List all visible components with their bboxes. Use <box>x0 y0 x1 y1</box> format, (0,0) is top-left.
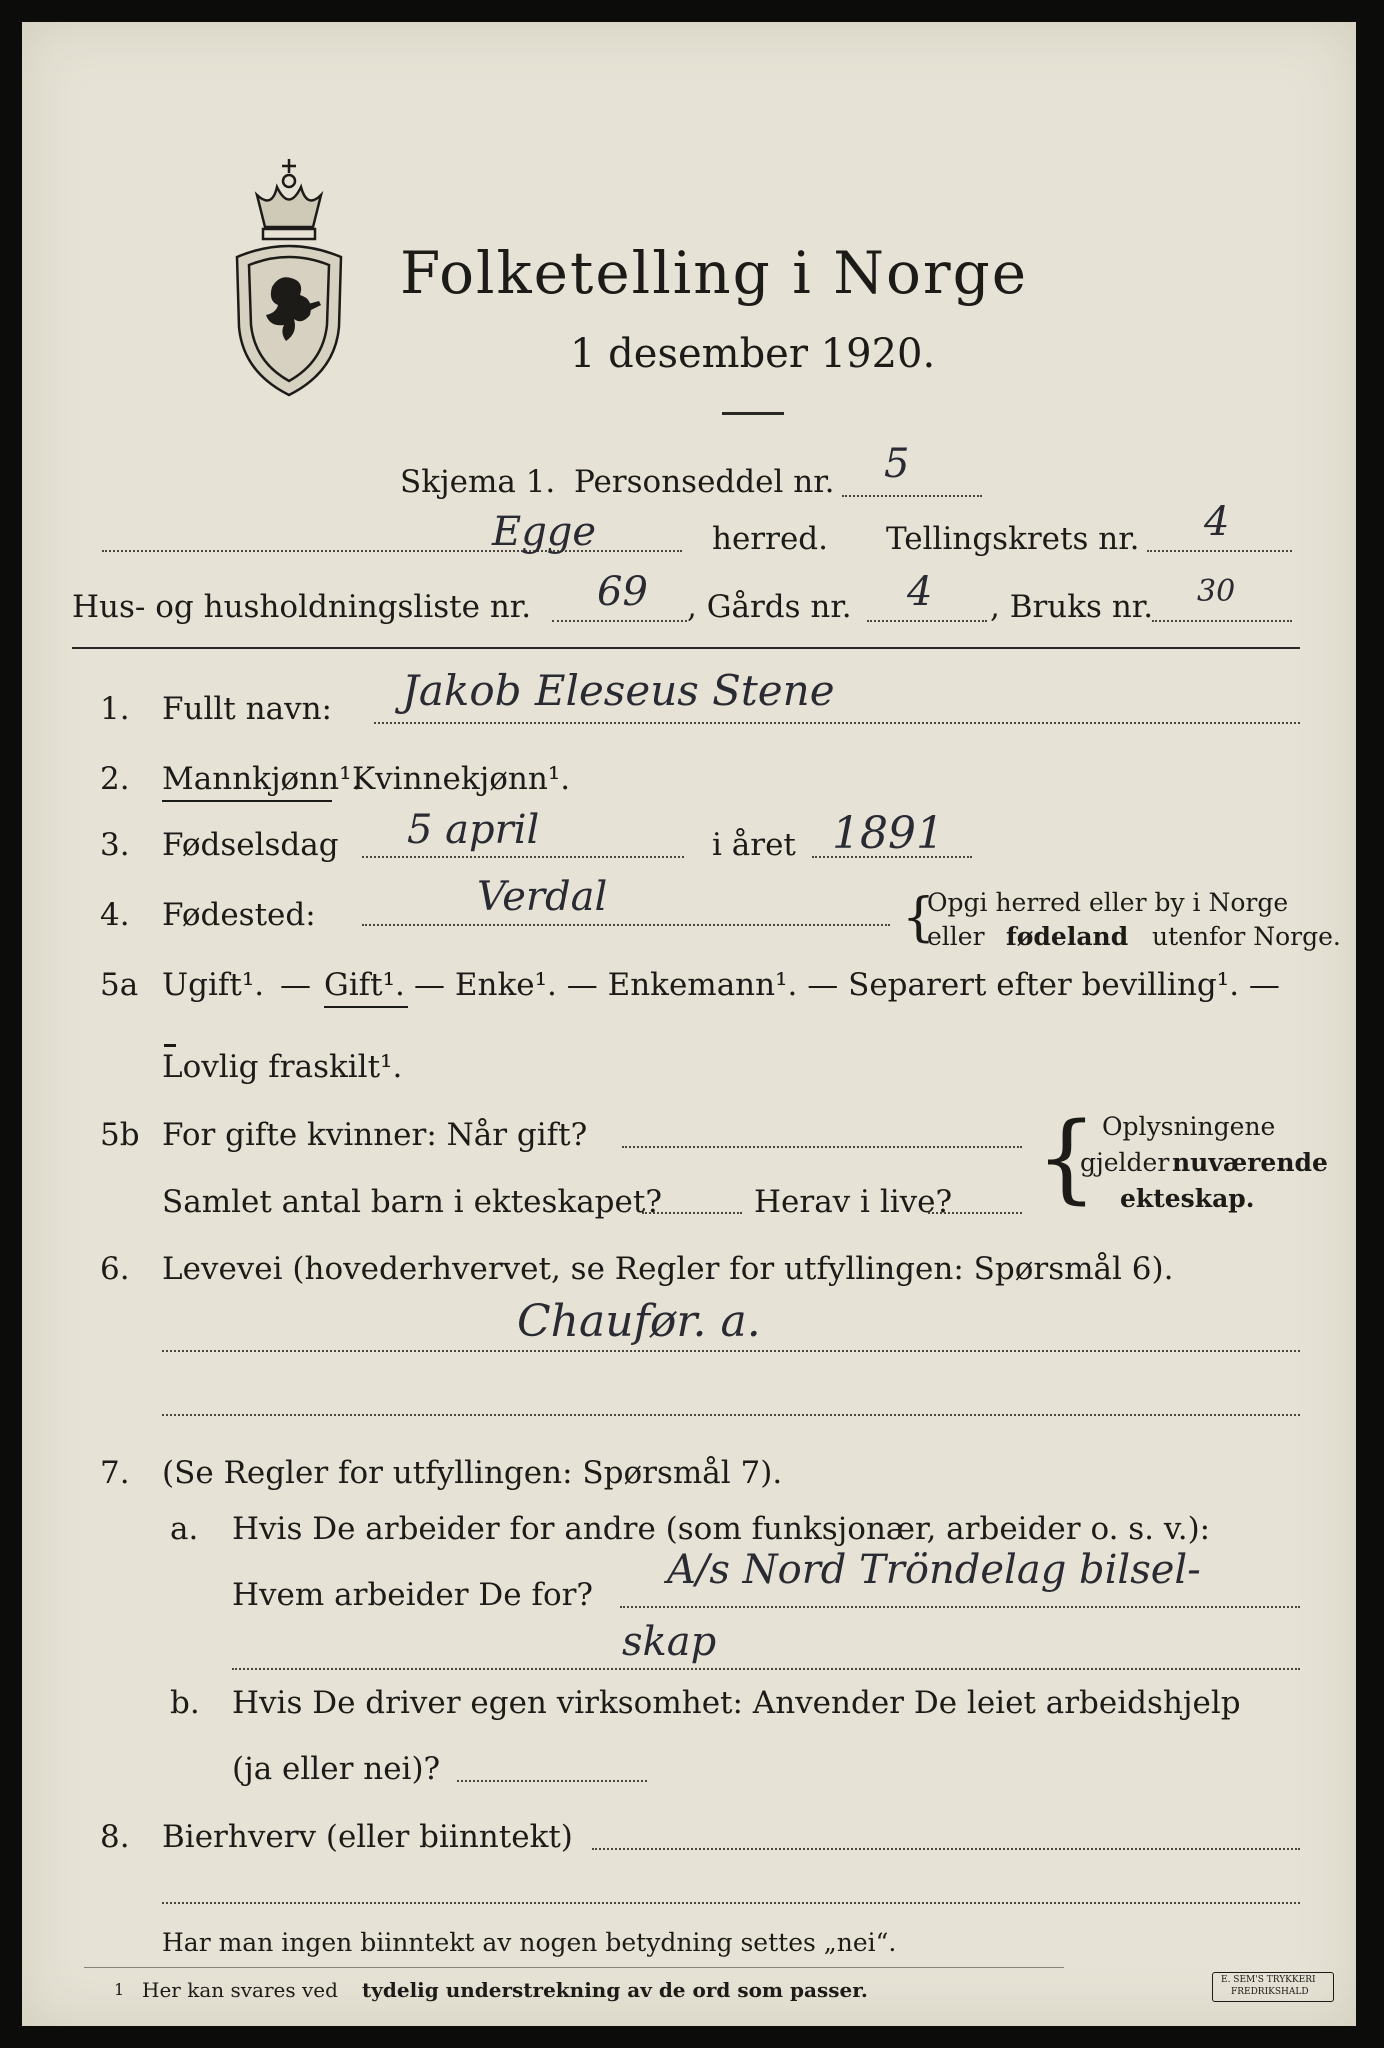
birth-year-value: 1891 <box>832 808 944 859</box>
hus-field[interactable] <box>552 620 687 622</box>
children-total-field[interactable] <box>642 1212 742 1214</box>
printer-stamp <box>1212 1972 1334 2002</box>
personseddel-field[interactable] <box>842 495 982 497</box>
q7a-question: Hvem arbeider De for? <box>232 1577 594 1613</box>
skjema-label: Skjema 1. <box>400 464 556 500</box>
q5a-number: 5a <box>100 967 139 1003</box>
personseddel-label: Personseddel nr. <box>574 464 835 500</box>
bruks-value: 30 <box>1197 574 1236 609</box>
q5b-line1: For gifte kvinner: Når gift? <box>162 1117 588 1153</box>
q5b-note-line2a: gjelder <box>1080 1148 1170 1177</box>
side-income-field-2[interactable] <box>162 1902 1300 1904</box>
birthday-field[interactable] <box>362 856 684 858</box>
birth-year-label: i året <box>712 827 796 863</box>
option-female: Kvinnekjønn¹. <box>352 761 571 797</box>
married-when-field[interactable] <box>622 1146 1022 1148</box>
birthplace-note-line1: Opgi herred eller by i Norge <box>927 888 1289 917</box>
gards-value: 4 <box>907 569 933 615</box>
norwegian-coat-of-arms-icon <box>227 157 357 397</box>
q7a-text: Hvis De arbeider for andre (som funksjonær, arbeider o. s. v.): <box>232 1511 1211 1547</box>
q5b-number: 5b <box>100 1117 140 1153</box>
footnote-number: 1 <box>114 1980 125 1999</box>
q5b-note-brace: { <box>1036 1102 1098 1214</box>
q1-number: 1. <box>100 691 130 727</box>
children-alive-field[interactable] <box>928 1212 1022 1214</box>
q7-number: 7. <box>100 1455 130 1491</box>
full-name-value: Jakob Eleseus Stene <box>402 666 835 715</box>
gards-label: , Gårds nr. <box>687 589 852 625</box>
q5b-note-line1: Oplysningene <box>1102 1112 1276 1141</box>
q7a-number: a. <box>170 1511 199 1547</box>
occupation-field-2[interactable] <box>162 1414 1300 1416</box>
birthplace-note-line2b: fødeland <box>1006 922 1129 951</box>
option-male: Mannkjønn¹. <box>162 761 362 797</box>
male-underline <box>162 800 332 802</box>
q6-label: Levevei (hovederhvervet, se Regler for utfyllingen: Spørsmål 6). <box>162 1251 1174 1287</box>
bruks-field[interactable] <box>1152 620 1292 622</box>
q5a-other-options: — Enke¹. — Enkemann¹. — Separert efter bevilling¹. — <box>414 967 1280 1003</box>
q1-label: Fullt navn: <box>162 691 332 727</box>
employer-field-1[interactable] <box>620 1606 1300 1608</box>
census-date: 1 desember 1920. <box>570 331 936 377</box>
full-name-field[interactable] <box>374 722 1300 724</box>
q5b-children-label: Samlet antal barn i ekteskapet? <box>162 1184 662 1220</box>
q2-number: 2. <box>100 761 130 797</box>
q3-number: 3. <box>100 827 130 863</box>
q4-number: 4. <box>100 897 130 933</box>
hus-value: 69 <box>597 569 648 615</box>
q7b-question: (ja eller nei)? <box>232 1751 441 1787</box>
header-separator <box>72 647 1300 649</box>
occupation-value: Chaufør. a. <box>517 1296 761 1347</box>
census-form-page <box>22 22 1356 2026</box>
title-divider <box>722 412 784 415</box>
employer-field-2[interactable] <box>232 1668 1300 1670</box>
tellingskrets-label: Tellingskrets nr. <box>886 521 1140 557</box>
personseddel-value: 5 <box>884 441 910 487</box>
form-title: Folketelling i Norge <box>400 239 1029 307</box>
herred-label: herred. <box>712 521 828 557</box>
footnote-divider <box>84 1967 1064 1968</box>
birthplace-note-line2c: utenfor Norge. <box>1152 922 1341 951</box>
q5b-alive-label: Herav i live? <box>754 1184 953 1220</box>
q5a-dash: — <box>280 967 311 1003</box>
q5b-note-line2b: nuværende <box>1172 1148 1328 1177</box>
q7-label: (Se Regler for utfyllingen: Spørsmål 7). <box>162 1455 783 1491</box>
employer-value-1: A/s Nord Tröndelag bilsel- <box>667 1547 1201 1593</box>
birthplace-note-brace: { <box>902 888 936 948</box>
q4-label: Fødested: <box>162 897 316 933</box>
option-lovlig-fraskilt: Lovlig fraskilt¹. <box>162 1049 403 1085</box>
option-gift: Gift¹. <box>324 967 405 1003</box>
printer-stamp-line1: E. SEM'S TRYKKERI <box>1221 1975 1316 1985</box>
hus-label: Hus- og husholdningsliste nr. <box>72 589 532 625</box>
footnote-text-b: tydelig understrekning av de ord som passer. <box>362 1978 868 2002</box>
q7b-number: b. <box>170 1685 200 1721</box>
hired-help-field[interactable] <box>457 1780 647 1782</box>
tellingskrets-value: 4 <box>1204 499 1230 545</box>
occupation-field-1[interactable] <box>162 1350 1300 1352</box>
q3-label: Fødselsdag <box>162 827 339 863</box>
herred-value: Egge <box>492 509 597 555</box>
footnote-text-a: Her kan svares ved <box>142 1978 338 2002</box>
tellingskrets-field[interactable] <box>1147 550 1292 552</box>
lovlig-mark <box>164 1044 176 1047</box>
birthplace-note-line2a: eller <box>927 922 985 951</box>
employer-value-2: skap <box>622 1619 717 1665</box>
side-income-field-1[interactable] <box>592 1848 1300 1850</box>
q8-number: 8. <box>100 1819 130 1855</box>
birthplace-field[interactable] <box>362 924 890 926</box>
birthday-value: 5 april <box>407 807 540 853</box>
gift-underline <box>324 1006 408 1008</box>
gards-field[interactable] <box>867 620 987 622</box>
printer-stamp-line2: FREDRIKSHALD <box>1231 1987 1309 1997</box>
side-income-note: Har man ingen biinntekt av nogen betydning settes „nei“. <box>162 1928 897 1957</box>
option-ugift: Ugift¹. <box>162 967 265 1003</box>
q5b-note-line3: ekteskap. <box>1120 1184 1255 1213</box>
birthplace-value: Verdal <box>477 874 608 920</box>
q6-number: 6. <box>100 1251 130 1287</box>
q8-label: Bierhverv (eller biinntekt) <box>162 1819 573 1855</box>
q7b-text: Hvis De driver egen virksomhet: Anvender De leiet arbeidshjelp <box>232 1685 1241 1721</box>
bruks-label: , Bruks nr. <box>990 589 1154 625</box>
